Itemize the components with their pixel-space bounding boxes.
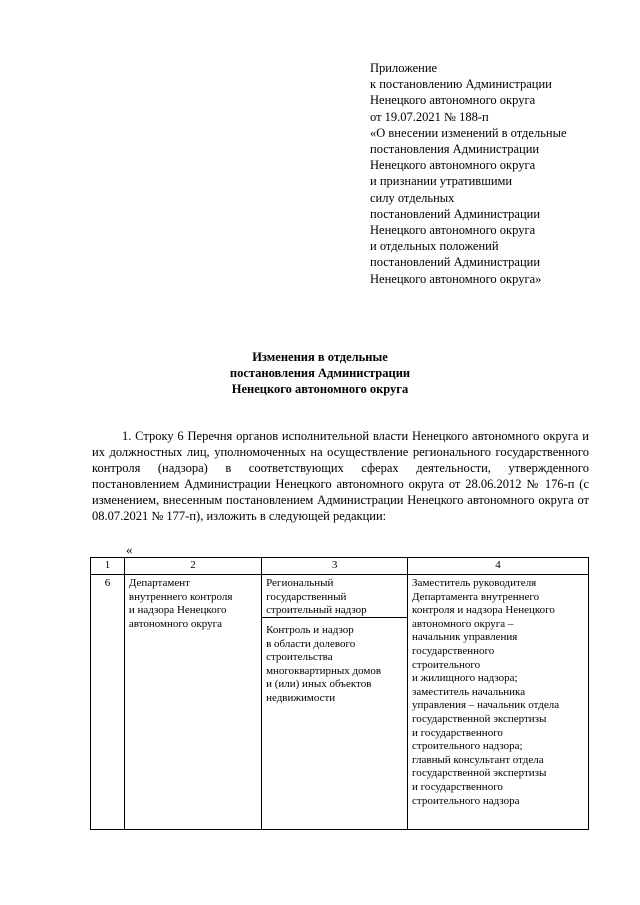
officials-line: заместитель начальника	[412, 685, 526, 698]
appendix-line: силу отдельных	[370, 190, 455, 205]
control-type-1	[262, 575, 407, 618]
officials-line: управления – начальник отдела	[412, 699, 560, 712]
department-line: автономного округа	[128, 617, 222, 630]
appendix-line: «О внесении изменений в отдельные	[370, 125, 567, 140]
officials-line: и государственного	[412, 780, 503, 793]
changes-table	[90, 557, 589, 830]
officials-line: строительного	[412, 658, 481, 671]
department-line: внутреннего контроля	[128, 590, 233, 603]
appendix-line: постановлений Администрации	[370, 206, 541, 221]
officials-line: строительного надзора;	[412, 740, 523, 753]
officials-cell	[408, 575, 589, 830]
appendix-line: и признании утратившими	[370, 174, 513, 189]
appendix-line: от 19.07.2021 № 188-п	[370, 109, 489, 124]
officials-line: государственной экспертизы	[412, 767, 547, 780]
heading-line: Ненецкого автономного округа	[231, 382, 409, 396]
control-type-1-line: строительный надзор	[266, 604, 367, 617]
officials-line: и жилищного надзора;	[412, 672, 518, 685]
control-type-cell	[262, 575, 408, 830]
officials-line: строительного надзора	[412, 794, 520, 807]
control-type-2	[262, 622, 407, 708]
officials-line: начальник управления	[412, 631, 518, 644]
officials-line: главный консультант отдела	[412, 753, 544, 766]
header-cell-4: 4	[408, 558, 589, 575]
amendment-paragraph	[92, 428, 589, 524]
row-number-cell: 6	[91, 575, 125, 830]
control-type-2-line: Контроль и надзор	[266, 624, 354, 636]
appendix-line: постановлений Администрации	[370, 255, 541, 270]
control-type-2-line: недвижимости	[266, 691, 336, 704]
appendix-line: Ненецкого автономного округа	[370, 223, 536, 238]
heading-line: Изменения в отдельные	[252, 350, 388, 364]
appendix-line: Приложение	[370, 61, 438, 75]
appendix-line: Ненецкого автономного округа	[370, 93, 536, 108]
officials-line: контроля и надзора Ненецкого	[412, 604, 555, 617]
control-type-1-line: государственный	[266, 590, 347, 603]
control-type-1-line: Региональный	[266, 577, 334, 589]
officials-line: автономного округа –	[412, 617, 514, 630]
opening-quote: «	[126, 542, 133, 557]
paragraph-text: 1. Строку 6 Перечня органов исполнительной власти Ненецкого автономного округа и их должностных лиц, уполномоченных на осуществление регионального государственного контроля (надзора) в соответствующих сферах деятельности, утвержденного постановлением Администрации Ненецкого автономного округа от 28.06.2012 № 176-п (с изменением, внесенным постановлением Администрации Ненецкого автономного округа от 08.07.2021 № 177-п), изложить в следующей редакции:	[92, 429, 589, 523]
officials-line: Заместитель руководителя	[412, 577, 537, 589]
control-type-2-line: и (или) иных объектов	[266, 678, 372, 691]
appendix-block	[370, 60, 567, 287]
appendix-line: постановления Администрации	[370, 142, 540, 157]
officials-line: и государственного	[412, 726, 503, 739]
header-cell-1: 1	[91, 558, 125, 575]
control-type-2-line: многоквартирных домов	[266, 664, 382, 677]
control-type-2-line: строительства	[266, 651, 333, 664]
department-line: Департамент	[128, 577, 190, 589]
table-header-row	[91, 558, 589, 575]
document-heading	[0, 349, 640, 397]
header-cell-2: 2	[124, 558, 261, 575]
appendix-line: Ненецкого автономного округа	[370, 158, 536, 173]
department-line: и надзора Ненецкого	[128, 604, 227, 617]
appendix-line: и отдельных положений	[370, 239, 499, 254]
officials-line: Департамента внутреннего	[412, 590, 540, 603]
department-cell	[124, 575, 261, 830]
control-type-2-line: в области долевого	[266, 637, 356, 650]
officials-line: государственной экспертизы	[412, 712, 547, 725]
table-row	[91, 575, 589, 830]
appendix-line: Ненецкого автономного округа»	[370, 271, 542, 286]
heading-line: постановления Администрации	[229, 366, 411, 380]
header-cell-3: 3	[262, 558, 408, 575]
appendix-line: к постановлению Администрации	[370, 77, 552, 92]
officials-line: государственного	[412, 644, 495, 657]
